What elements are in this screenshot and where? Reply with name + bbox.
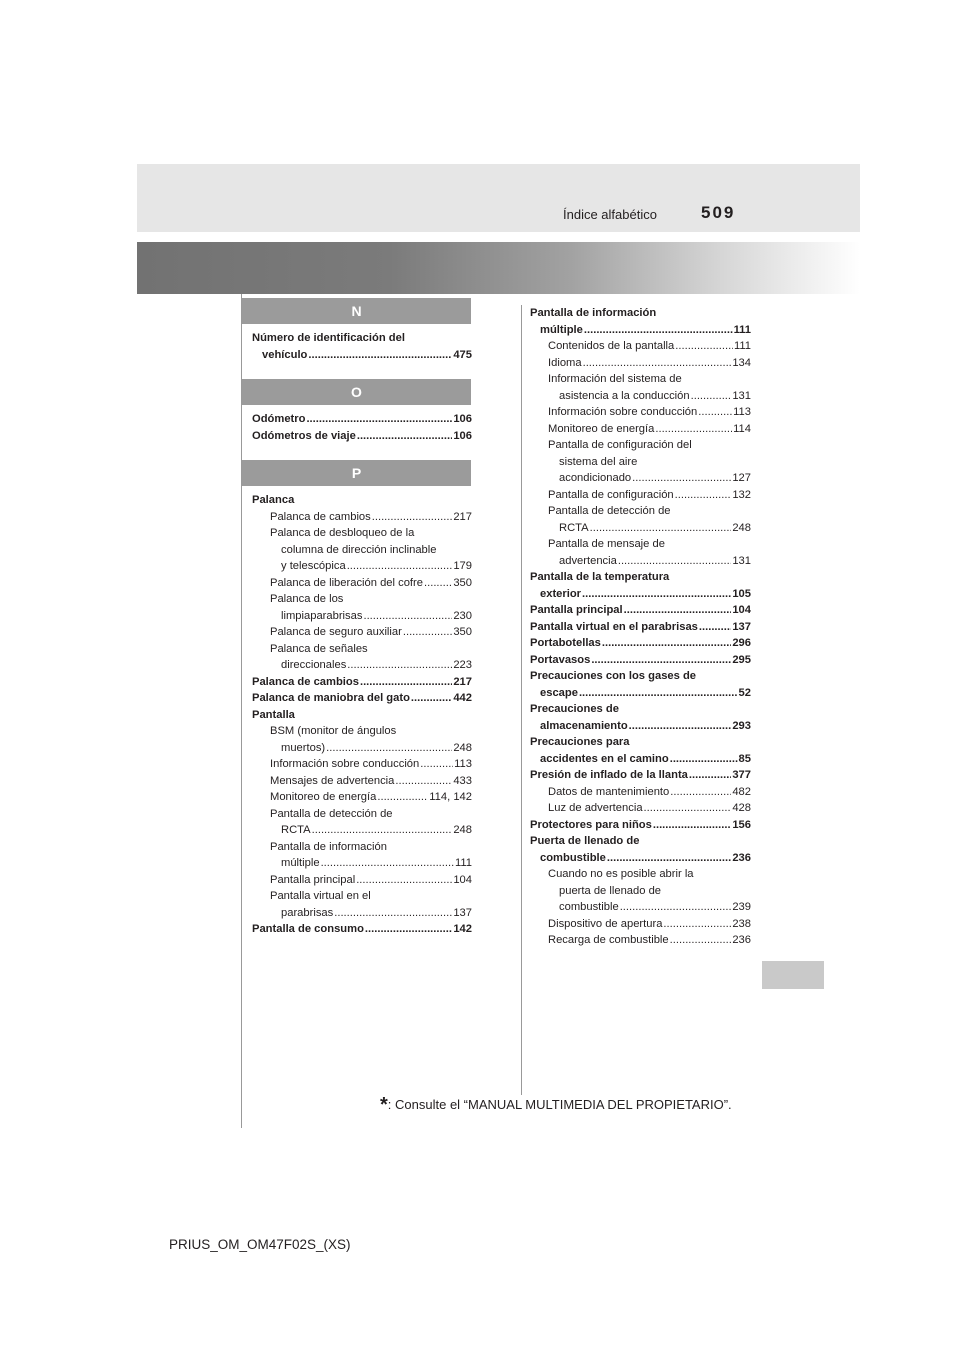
- index-entry: [252, 591, 472, 624]
- index-entry-text: Palanca de desbloqueo de la: [270, 527, 415, 539]
- index-entry-text: Pantalla de detección de: [270, 807, 393, 820]
- index-entry-text: múltiple: [281, 857, 320, 869]
- index-entry-text: Cuando no es posible abrir la: [548, 868, 694, 880]
- index-page-ref: 236: [732, 934, 751, 946]
- index-page-ref: 137: [453, 906, 472, 919]
- index-entry-text: Mensajes de advertencia: [270, 774, 395, 787]
- index-entry-text: puerta de llenado de: [559, 884, 662, 897]
- index-entry-text: Pantalla de configuración: [548, 488, 674, 501]
- document-code: PRIUS_OM_OM47F02S_(XS): [169, 1237, 351, 1252]
- leader-dots: [670, 932, 732, 949]
- side-tab: [762, 961, 824, 989]
- index-entry: [530, 602, 751, 619]
- leader-dots: [579, 685, 738, 702]
- index-entry-text: BSM (monitor de ángulos: [270, 725, 397, 737]
- leader-dots: [357, 428, 452, 445]
- index-entry-text: múltiple: [540, 323, 583, 336]
- index-entry-text: parabrisas: [281, 906, 334, 919]
- index-entry-text: Pantalla: [252, 708, 295, 721]
- index-entry-text: Palanca de seguro auxiliar: [270, 626, 402, 638]
- index-page-ref: 131: [732, 554, 751, 567]
- index-page-ref: 482: [732, 785, 751, 798]
- index-entry: [530, 437, 751, 487]
- index-entry: [252, 641, 472, 674]
- leader-dots: [356, 872, 452, 889]
- index-page-ref: 223: [453, 659, 472, 671]
- index-page-ref: 248: [453, 824, 472, 836]
- leader-dots: [620, 899, 732, 916]
- index-entry: [530, 701, 751, 734]
- index-entry-text: y telescópica: [281, 560, 346, 572]
- index-entry: [252, 806, 472, 839]
- index-page-ref: 52: [738, 686, 751, 699]
- index-page-ref: 350: [453, 626, 472, 638]
- index-entry: [530, 784, 751, 801]
- index-page-ref: 217: [453, 675, 472, 688]
- index-entry-text: Pantalla de detección de: [548, 505, 671, 517]
- index-entry: [530, 817, 751, 834]
- index-entry-text: Pantalla de información: [270, 840, 387, 853]
- index-page-ref: 295: [732, 653, 751, 666]
- leader-dots: [670, 751, 738, 768]
- index-entry: [530, 305, 751, 338]
- leader-dots: [689, 767, 731, 784]
- index-page-ref: 377: [732, 769, 751, 781]
- index-entry-text: Pantalla de configuración del: [548, 439, 692, 451]
- index-entry-text: Pantalla de consumo: [252, 923, 364, 935]
- letter-group: [242, 324, 472, 379]
- leader-dots: [618, 553, 731, 570]
- index-page-ref: 132: [732, 488, 751, 501]
- index-page-ref: 433: [453, 774, 472, 787]
- index-entry: [252, 575, 472, 592]
- index-entry: [530, 421, 751, 438]
- index-entry-text: Precauciones con los gases de: [530, 670, 697, 682]
- page-number: 509: [701, 203, 736, 222]
- index-entry-text: Pantalla de mensaje de: [548, 538, 665, 550]
- index-entry: [252, 921, 472, 938]
- index-page-ref: 134: [732, 356, 751, 369]
- index-entry: [530, 734, 751, 767]
- index-page-ref: 350: [453, 576, 472, 589]
- leader-dots: [584, 322, 733, 339]
- index-entry: [530, 833, 751, 866]
- letter-heading: N: [242, 298, 471, 324]
- index-entry: [530, 503, 751, 536]
- index-entry-text: Precauciones de: [530, 703, 619, 715]
- index-entry-text: acondicionado: [559, 472, 632, 484]
- leader-dots: [372, 509, 453, 526]
- leader-dots: [365, 921, 452, 938]
- index-entry: [252, 690, 472, 707]
- index-page-ref: 296: [732, 637, 751, 649]
- column-rule-right: [521, 305, 522, 1095]
- index-entry: [252, 888, 472, 921]
- index-entry: [252, 525, 472, 575]
- index-entry: [530, 338, 751, 355]
- index-entry-text: Monitoreo de energía: [270, 791, 377, 803]
- index-entry-text: Número de identificación del: [252, 332, 405, 344]
- index-entry-text: limpiaparabrisas: [281, 609, 363, 622]
- footnote: [380, 1094, 732, 1117]
- index-page-ref: 113: [454, 758, 472, 770]
- index-column-left: [242, 298, 472, 954]
- index-entry: [252, 723, 472, 756]
- letter-heading: O: [242, 379, 471, 405]
- index-entry: [252, 411, 472, 428]
- index-entry-text: advertencia: [559, 554, 617, 567]
- index-entry: [530, 652, 751, 669]
- leader-dots: [675, 338, 733, 355]
- index-entry: [252, 707, 472, 724]
- index-page-ref: 248: [732, 521, 751, 534]
- index-entry: [530, 635, 751, 652]
- leader-dots: [591, 652, 731, 669]
- index-entry: [252, 624, 472, 641]
- leader-dots: [363, 608, 452, 625]
- index-entry-text: Portabotellas: [530, 637, 601, 649]
- index-entry-text: combustible: [540, 851, 606, 864]
- index-entry: [530, 569, 751, 602]
- letter-group: [242, 486, 472, 954]
- leader-dots: [583, 355, 732, 372]
- index-entry-text: Palanca de liberación del cofre: [270, 576, 423, 589]
- leader-dots: [377, 789, 428, 806]
- leader-dots: [395, 773, 452, 790]
- index-page-ref: 248: [453, 741, 472, 754]
- leader-dots: [326, 740, 452, 757]
- index-entry-text: RCTA: [281, 824, 311, 836]
- index-page-ref: 114, 142: [429, 791, 472, 803]
- index-entry-text: almacenamiento: [540, 719, 628, 732]
- index-entry-text: Contenidos de la pantalla: [548, 340, 675, 352]
- letter-group: [242, 405, 472, 460]
- index-entry: [530, 932, 751, 949]
- index-page-ref: 137: [732, 620, 751, 633]
- index-page-ref: 114: [733, 422, 751, 435]
- leader-dots: [590, 520, 732, 537]
- index-page-ref: 106: [453, 429, 472, 442]
- index-entry-text: Palanca de los: [270, 593, 344, 605]
- index-page-ref: 239: [732, 901, 751, 913]
- index-page-ref: 104: [453, 873, 472, 886]
- index-page-ref: 105: [732, 587, 751, 600]
- index-entry-text: muertos): [281, 741, 326, 754]
- index-entry-text: Palanca de maniobra del gato: [252, 692, 410, 704]
- index-entry-text: Pantalla virtual en el parabrisas: [530, 620, 698, 633]
- leader-dots: [624, 602, 732, 619]
- index-entry: [252, 674, 472, 691]
- index-entry-text: Pantalla principal: [530, 604, 623, 616]
- index-entry: [530, 371, 751, 404]
- index-entry-text: accidentes en el camino: [540, 752, 669, 765]
- index-entry-text: Monitoreo de energía: [548, 422, 655, 435]
- index-page-ref: 113: [733, 406, 751, 418]
- leader-dots: [308, 347, 452, 364]
- index-page-ref: 111: [454, 857, 472, 869]
- leader-dots: [312, 822, 453, 839]
- leader-dots: [424, 575, 452, 592]
- index-entry-text: Presión de inflado de la llanta: [530, 769, 688, 781]
- header-band: [137, 164, 860, 232]
- index-entry-text: Datos de mantenimiento: [548, 785, 670, 798]
- index-entry: [252, 492, 472, 509]
- index-entry-text: Palanca de cambios: [270, 510, 371, 523]
- index-entry: [530, 619, 751, 636]
- index-entry-text: Odómetros de viaje: [252, 429, 356, 442]
- index-entry: [252, 509, 472, 526]
- leader-dots: [347, 558, 453, 575]
- index-page-ref: 156: [732, 818, 751, 831]
- index-entry: [530, 355, 751, 372]
- index-entry-text: Información sobre conducción: [270, 758, 420, 770]
- leader-dots: [655, 421, 732, 438]
- index-page-ref: 85: [738, 752, 751, 765]
- index-page-ref: 236: [732, 851, 751, 864]
- index-page-ref: 217: [453, 510, 472, 523]
- index-entry-text: Dispositivo de apertura: [548, 917, 663, 930]
- index-entry-text: Pantalla de la temperatura: [530, 571, 670, 583]
- index-entry-text: vehículo: [262, 348, 308, 361]
- index-entry-text: Odómetro: [252, 413, 306, 425]
- index-page-ref: 179: [453, 560, 472, 572]
- index-column-right: [530, 305, 751, 949]
- index-entry-text: Puerta de llenado de: [530, 835, 640, 847]
- leader-dots: [629, 718, 732, 735]
- leader-dots: [602, 635, 731, 652]
- index-entry-text: sistema del aire: [559, 455, 638, 468]
- index-entry: [530, 536, 751, 569]
- index-entry-text: Portavasos: [530, 653, 591, 666]
- index-page-ref: 127: [732, 472, 751, 484]
- index-entry-text: Palanca de señales: [270, 642, 368, 655]
- index-entry-text: Información sobre conducción: [548, 406, 698, 418]
- index-entry-text: Pantalla virtual en el: [270, 890, 371, 902]
- index-entry-text: exterior: [540, 587, 582, 600]
- index-entry: [530, 866, 751, 916]
- index-page-ref: 428: [732, 802, 751, 814]
- index-entry: [252, 773, 472, 790]
- leader-dots: [675, 487, 732, 504]
- index-entry-text: Luz de advertencia: [548, 802, 643, 814]
- index-entry-text: RCTA: [559, 521, 589, 534]
- letter-heading: P: [242, 460, 471, 486]
- index-entry-text: Palanca de cambios: [252, 675, 359, 688]
- index-entry: [252, 872, 472, 889]
- leader-dots: [663, 916, 731, 933]
- index-entry: [530, 800, 751, 817]
- leader-dots: [347, 657, 452, 674]
- index-page-ref: 442: [453, 692, 472, 704]
- index-entry: [252, 330, 472, 363]
- index-entry: [530, 404, 751, 421]
- index-entry-text: combustible: [559, 901, 619, 913]
- index-entry-text: Recarga de combustible: [548, 934, 669, 946]
- index-entry-text: Idioma: [548, 356, 582, 369]
- index-page-ref: 142: [453, 923, 472, 935]
- index-entry-text: columna de dirección inclinable: [281, 543, 437, 556]
- index-entry-text: Palanca: [252, 494, 295, 506]
- index-page-ref: 475: [453, 348, 472, 361]
- index-page-ref: 230: [453, 609, 472, 622]
- leader-dots: [653, 817, 731, 834]
- index-entry-text: asistencia a la conducción: [559, 389, 690, 402]
- leader-dots: [403, 624, 452, 641]
- leader-dots: [334, 905, 452, 922]
- leader-dots: [699, 619, 731, 636]
- leader-dots: [411, 690, 452, 707]
- index-entry: [530, 668, 751, 701]
- index-entry-text: escape: [540, 686, 578, 699]
- index-entry-text: Precauciones para: [530, 736, 630, 748]
- index-page-ref: 111: [733, 340, 751, 352]
- index-page-ref: 104: [732, 604, 751, 616]
- index-entry-text: Pantalla principal: [270, 873, 356, 886]
- leader-dots: [691, 388, 732, 405]
- leader-dots: [607, 850, 731, 867]
- index-entry: [252, 789, 472, 806]
- index-page-ref: 111: [733, 323, 751, 336]
- section-title: Índice alfabético: [563, 207, 657, 222]
- leader-dots: [420, 756, 453, 773]
- index-entry-text: Información del sistema de: [548, 373, 682, 385]
- index-entry: [530, 487, 751, 504]
- index-entry: [252, 756, 472, 773]
- index-entry-text: Pantalla de información: [530, 307, 657, 319]
- leader-dots: [582, 586, 731, 603]
- index-page-ref: 238: [732, 917, 751, 930]
- index-entry-text: direccionales: [281, 659, 347, 671]
- index-entry-text: Protectores para niños: [530, 818, 652, 831]
- index-page-ref: 106: [453, 413, 472, 425]
- leader-dots: [321, 855, 454, 872]
- index-page-ref: 293: [732, 719, 751, 732]
- leader-dots: [306, 411, 452, 428]
- leader-dots: [644, 800, 732, 817]
- index-entry: [530, 916, 751, 933]
- footnote-text: : Consulte el “MANUAL MULTIMEDIA DEL PROPIETARIO”.: [387, 1097, 732, 1112]
- index-entry: [252, 428, 472, 445]
- leader-dots: [670, 784, 731, 801]
- index-entry: [252, 839, 472, 872]
- leader-dots: [632, 470, 731, 487]
- leader-dots: [360, 674, 452, 691]
- leader-dots: [698, 404, 732, 421]
- gradient-bar: [137, 242, 860, 294]
- index-entry: [530, 767, 751, 784]
- index-page-ref: 131: [732, 389, 751, 402]
- footnote-asterisk: *: [380, 1094, 388, 1116]
